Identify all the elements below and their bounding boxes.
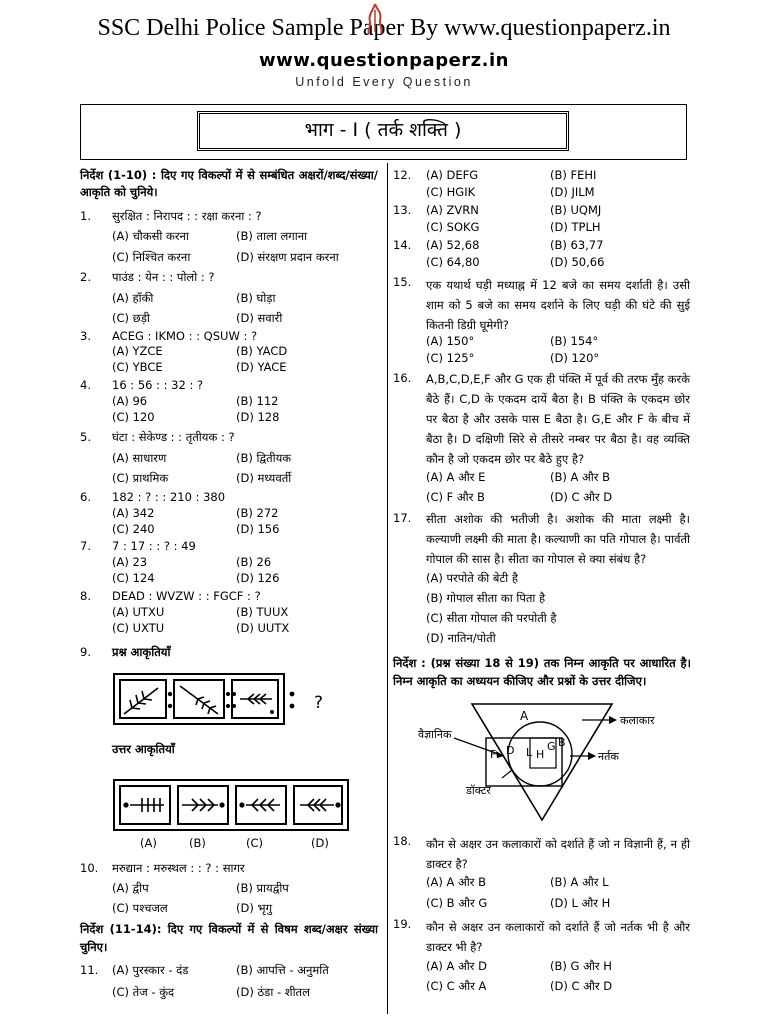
q1-number: 1.	[80, 209, 91, 223]
logo-flame-icon	[364, 2, 386, 36]
q11-option-c: (C) तेज - कुंद	[112, 985, 175, 999]
q17-option-d: (D) नातिन/पोती	[426, 631, 496, 645]
q13-option-c: (C) SOKG	[426, 220, 480, 234]
q1-text: सुरक्षित : निरापद : : रक्षा करना : ?	[112, 209, 262, 223]
q3-option-c: (C) YBCE	[112, 360, 163, 374]
q9-answer-b-label: (B)	[189, 836, 206, 850]
q5-option-d: (D) मध्यवर्ती	[236, 471, 292, 485]
venn-label-f: F	[490, 748, 497, 761]
q5-option-a: (A) साधारण	[112, 451, 167, 465]
q14-number: 14.	[393, 238, 412, 252]
q4-number: 4.	[80, 378, 91, 392]
q18-option-b: (B) A और L	[550, 875, 609, 889]
q12-option-c: (C) HGIK	[426, 185, 476, 199]
venn-label-d: D	[506, 744, 515, 757]
venn-figure	[412, 700, 732, 825]
q9-answer-d-arrow-icon	[300, 799, 340, 811]
q6-option-a: (A) 342	[112, 506, 155, 520]
q8-number: 8.	[80, 589, 91, 603]
q2-option-b: (B) घोड़ा	[236, 291, 276, 305]
q18-option-c: (C) B और G	[426, 896, 488, 910]
q4-option-d: (D) 128	[236, 410, 280, 424]
q12-option-a: (A) DEFG	[426, 168, 479, 182]
venn-label-artist: कलाकार	[620, 714, 655, 727]
q7-option-d: (D) 126	[236, 571, 280, 585]
q9-fig3-arrow-icon	[240, 694, 272, 704]
q8-option-a: (A) UTXU	[112, 605, 165, 619]
q8-text: DEAD : WVZW : : FGCF : ?	[112, 589, 261, 603]
q14-option-d: (D) 50,66	[550, 255, 605, 269]
q9-answer-figures-label: उत्तर आकृतियाँ	[112, 742, 175, 756]
q4-option-c: (C) 120	[112, 410, 155, 424]
q15-text: एक यथार्थ घड़ी मध्याह्न में 12 बजे का समय दर्शाती है। उसी शाम को 5 बजे का समय दर्शाने के लिए घड़ी की घंटे की सुई कितनी डिग्री घूमेगी?	[426, 278, 690, 332]
q2-option-a: (A) हॉकी	[112, 291, 154, 305]
q19-option-c: (C) C और A	[426, 979, 487, 993]
q19-option-b: (B) G और H	[550, 959, 612, 973]
venn-label-b: B	[558, 736, 566, 749]
q7-text: 7 : 17 : : ? : 49	[112, 539, 196, 553]
q12-option-b: (B) FEHI	[550, 168, 597, 182]
q9-question-mark: ?	[314, 693, 324, 713]
q10-option-c: (C) पश्चजल	[112, 901, 168, 915]
q7-number: 7.	[80, 539, 91, 553]
q7-option-b: (B) 26	[236, 555, 272, 569]
q3-option-d: (D) YACE	[236, 360, 287, 374]
q4-text: 16 : 56 : : 32 : ?	[112, 378, 204, 392]
q10-number: 10.	[80, 861, 99, 875]
venn-label-scientist: वैज्ञानिक	[418, 728, 452, 741]
q9-answer-a-label: (A)	[140, 836, 157, 850]
q19-number: 19.	[393, 917, 412, 931]
q14-option-c: (C) 64,80	[426, 255, 480, 269]
q8-option-b: (B) TUUX	[236, 605, 289, 619]
q16-option-c: (C) F और B	[426, 490, 485, 504]
venn-label-g: G	[547, 740, 556, 753]
q18-number: 18.	[393, 834, 412, 848]
q18-option-d: (D) L और H	[550, 896, 611, 910]
q1-option-c: (C) निश्चित करना	[112, 250, 191, 264]
q9-answer-c-arrow-icon	[240, 799, 280, 811]
q3-option-b: (B) YACD	[236, 344, 288, 358]
q9-question-figures-label: प्रश्न आकृतियाँ	[112, 645, 171, 659]
q19-text: कौन से अक्षर उन कलाकारों को दर्शाते हैं जो नर्तक भी है और डाक्टर भी है?	[426, 920, 690, 954]
q9-answer-figures	[112, 778, 352, 834]
q15-option-d: (D) 120°	[550, 351, 600, 365]
q2-option-d: (D) सवारी	[236, 311, 283, 325]
q15-option-c: (C) 125°	[426, 351, 475, 365]
q1-option-d: (D) संरक्षण प्रदान करना	[236, 250, 339, 264]
q12-option-d: (D) JILM	[550, 185, 595, 199]
q3-option-a: (A) YZCE	[112, 344, 163, 358]
q3-number: 3.	[80, 329, 91, 343]
q16-option-b: (B) A और B	[550, 470, 611, 484]
q8-option-d: (D) UUTX	[236, 621, 290, 635]
q2-text: पाउंड : येन : : पोलो : ?	[112, 270, 215, 284]
q2-number: 2.	[80, 270, 91, 284]
q7-option-c: (C) 124	[112, 571, 155, 585]
q17-number: 17.	[393, 511, 412, 525]
brand-text: www.questionpaperz.in	[259, 50, 509, 71]
q10-option-d: (D) भृगु	[236, 901, 273, 915]
q15-option-a: (A) 150°	[426, 334, 475, 348]
section-title-box	[80, 104, 687, 160]
q14-option-b: (B) 63,77	[550, 238, 604, 252]
q19-option-a: (A) A और D	[426, 959, 487, 973]
directions-1-10: निर्देश (1-10) : दिए गए विकल्पों में से सम्बंधित अक्षरों/शब्द/संख्या/ आकृति को चुनिये।	[80, 168, 378, 199]
q13-option-a: (A) ZVRN	[426, 203, 479, 217]
q16-text: A,B,C,D,E,F और G एक ही पंक्ति में पूर्व की तरफ मुँह करके बैठे हैं। C,D के एकदम दायें बैठा है। B पंक्ति के एकदम छोर पर बैठा है और उसके पास E बैठा है। G,E और F के बीच में बैठा है। D दक्षिणी सिरे से तीसरे नम्बर पर बैठा है। वह व्यक्ति कौन है जो एकदम छोर पर बैठे हुए है?	[426, 372, 690, 466]
q6-option-c: (C) 240	[112, 522, 155, 536]
q5-option-b: (B) द्वितीयक	[236, 451, 292, 465]
q6-option-b: (B) 272	[236, 506, 279, 520]
venn-label-doctor: डॉक्टर	[466, 784, 491, 797]
q3-text: ACEG : IKMO : : QSUW : ?	[112, 329, 258, 343]
q16-number: 16.	[393, 371, 412, 385]
q19-option-d: (D) C और D	[550, 979, 613, 993]
q11-option-b: (B) आपत्ति - अनुमति	[236, 963, 329, 977]
q10-option-b: (B) प्रायद्वीप	[236, 881, 289, 895]
q13-number: 13.	[393, 203, 412, 217]
q5-text: घंटा : सेकेण्ड : : तृतीयक : ?	[112, 430, 235, 444]
q9-answer-d-label: (D)	[311, 836, 329, 850]
q5-number: 5.	[80, 430, 91, 444]
q14-option-a: (A) 52,68	[426, 238, 480, 252]
q8-option-c: (C) UXTU	[112, 621, 165, 635]
q9-question-figures	[112, 672, 352, 728]
q17-option-b: (B) गोपाल सीता का पिता है	[426, 591, 546, 605]
q4-option-b: (B) 112	[236, 394, 279, 408]
q2-option-c: (C) छड़ी	[112, 311, 150, 325]
q13-option-b: (B) UQMJ	[550, 203, 602, 217]
page-header-title: SSC Delhi Police Sample Paper By www.questionpaperz.in	[97, 15, 671, 41]
q15-number: 15.	[393, 275, 412, 289]
q16-option-d: (D) C और D	[550, 490, 613, 504]
directions-18-19: निर्देश : (प्रश्न संख्या 18 से 19) तक निम्न आकृति पर आधारित है। निम्न आकृति का अध्ययन कीजिए और प्रश्नों के उत्तर दीजिए।	[393, 656, 691, 688]
venn-label-h: H	[536, 748, 545, 761]
q9-fig2-arrow-icon	[180, 686, 218, 714]
q10-text: मरुद्यान : मरुस्थल : : ? : सागर	[112, 861, 245, 875]
q4-option-a: (A) 96	[112, 394, 148, 408]
q9-fig1-arrow-icon	[124, 688, 158, 714]
q9-answer-c-label: (C)	[246, 836, 264, 850]
q10-option-a: (A) द्वीप	[112, 881, 149, 895]
venn-label-dancer: नर्तक	[598, 750, 619, 763]
q17-option-a: (A) परपोते की बेटी है	[426, 571, 519, 585]
q9-number: 9.	[80, 645, 91, 659]
brand-tagline: Unfold Every Question	[295, 75, 473, 89]
q9-answer-b-arrow-icon	[182, 799, 224, 811]
column-divider	[387, 163, 388, 1014]
q17-text: सीता अशोक की भतीजी है। अशोक की माता लक्ष्मी है। कल्याणी लक्ष्मी की माता है। कल्याणी का पति गोपाल है। पार्वती गोपाल की सास है। सीता का गोपाल से क्या संबंध है?	[426, 512, 690, 566]
venn-label-l: L	[526, 746, 533, 759]
q11-option-a: (A) पुरस्कार - दंड	[112, 963, 189, 977]
q7-option-a: (A) 23	[112, 555, 148, 569]
q18-text: कौन से अक्षर उन कलाकारों को दर्शाते हैं जो न विज्ञानी हैं, न ही डाक्टर है?	[426, 837, 690, 871]
q11-option-d: (D) ठंडा - शीतल	[236, 985, 310, 999]
section-title: भाग - I ( तर्क शक्ति )	[197, 111, 569, 151]
q15-option-b: (B) 154°	[550, 334, 599, 348]
q16-option-a: (A) A और E	[426, 470, 486, 484]
q9-answer-a-arrow-icon	[124, 798, 164, 812]
q5-option-c: (C) प्राथमिक	[112, 471, 169, 485]
q1-option-b: (B) ताला लगाना	[236, 229, 308, 243]
q6-option-d: (D) 156	[236, 522, 280, 536]
venn-label-a: A	[520, 709, 529, 723]
q17-option-c: (C) सीता गोपाल की परपोती है	[426, 611, 557, 625]
q12-number: 12.	[393, 168, 412, 182]
q11-number: 11.	[80, 963, 99, 977]
q13-option-d: (D) TPLH	[550, 220, 601, 234]
q18-option-a: (A) A और B	[426, 875, 487, 889]
directions-11-14: निर्देश (11-14): दिए गए विकल्पों में से विषम शब्द/अक्षर संख्या चुनिए।	[80, 922, 378, 954]
q6-text: 182 : ? : : 210 : 380	[112, 490, 226, 504]
q6-number: 6.	[80, 490, 91, 504]
q1-option-a: (A) चौकसी करना	[112, 229, 189, 243]
